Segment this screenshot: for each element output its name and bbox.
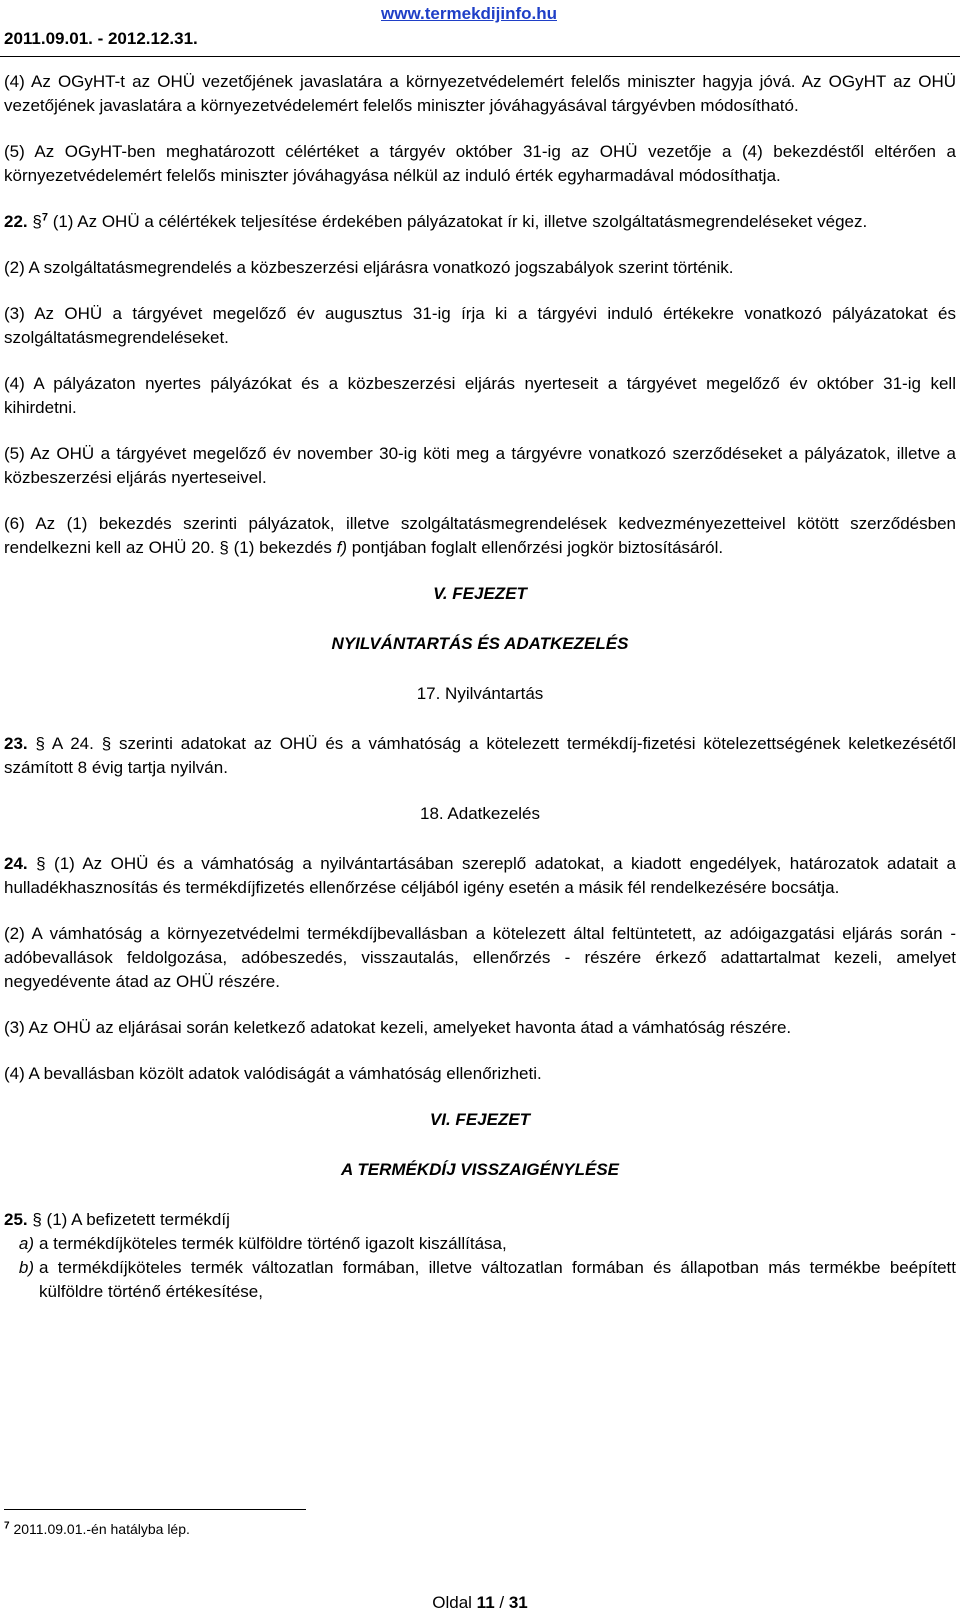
- point-b-text: a termékdíjköteles termék változatlan formában, illetve változatlan formában és állapotban más termékbe beépített külföldre történő értékesítése,: [39, 1258, 956, 1301]
- section-24-paragraph-1: [4, 852, 956, 900]
- subsection-17-heading: 17. Nyilvántartás: [416, 684, 544, 703]
- footnote-7: [4, 1520, 190, 1538]
- section-22-paragraph-1: [4, 210, 956, 234]
- paragraph-20-4: (4) Az OGyHT-t az OHÜ vezetőjének javaslatára a környezetvédelemért felelős miniszter hagyja jóvá. Az OGyHT az OHÜ vezetőjének javaslatára a környezetvédelemért felelős miniszter jóváhagyásával tárgyévben módosítható.: [4, 72, 956, 115]
- point-a-marker: a): [18, 1234, 34, 1253]
- section-24-1-text: § (1) Az OHÜ és a vámhatóság a nyilvántartásában szereplő adatokat, a kiadott engedélyek, határozatok adatait a hulladékhasznosítás és termékdíjfizetés ellenőrzése céljából igény esetén a másik fél rendelkezésére bocsátja.: [4, 854, 956, 897]
- document-body: [4, 70, 956, 1304]
- section-24-number: 24.: [4, 854, 28, 873]
- chapter-6-heading: VI. FEJEZET: [429, 1110, 531, 1129]
- section-23-paragraph: [4, 732, 956, 780]
- point-b-marker: b): [18, 1258, 34, 1277]
- footnote-text: 2011.09.01.-én hatályba lép.: [9, 1521, 190, 1537]
- page-separator: /: [494, 1593, 509, 1612]
- footnote-ref-7[interactable]: 7: [41, 211, 48, 224]
- paragraph-20-5: (5) Az OGyHT-ben meghatározott célértéket a tárgyév október 31-ig az OHÜ vezetője a (4) bekezdéstől eltérően a környezetvédelemért felelős miniszter jóváhagyása nélkül az induló érték egyharmadával módosíthatja.: [4, 142, 956, 185]
- section-25-paragraph-1: [4, 1208, 956, 1232]
- section-22-paragraph-3: (3) Az OHÜ a tárgyévet megelőző év augusztus 31-ig írja ki a tárgyévi induló értékekre vonatkozó pályázatokat és szolgáltatásmegrendeléseket.: [4, 304, 956, 347]
- section-24-paragraph-4: (4) A bevallásban közölt adatok valódiságát a vámhatóság ellenőrizheti.: [4, 1064, 542, 1083]
- section-25-1-text: § (1) A befizetett termékdíj: [27, 1210, 230, 1229]
- section-23-text: § A 24. § szerinti adatokat az OHÜ és a vámhatóság a kötelezett termékdíj-fizetési kötelezettségének keletkezésétől számított 8 évig tartja nyilván.: [4, 734, 956, 777]
- footnote-divider: [4, 1509, 306, 1510]
- section-22-paragraph-5: (5) Az OHÜ a tárgyévet megelőző év november 30-ig köti meg a tárgyévre vonatkozó szerződéseket a pályázatok, illetve a közbeszerzési eljárás nyerteseivel.: [4, 444, 956, 487]
- header-divider: [0, 56, 960, 57]
- section-25-number: 25.: [4, 1210, 28, 1229]
- header-date-range: 2011.09.01. - 2012.12.31.: [4, 29, 198, 48]
- list-item: [4, 1232, 956, 1256]
- section-22-6-point-f: f): [336, 538, 347, 557]
- chapter-5-title: NYILVÁNTARTÁS ÉS ADATKEZELÉS: [331, 634, 629, 653]
- section-24-paragraph-2: (2) A vámhatóság a környezetvédelmi termékdíjbevallásban a kötelezett által feltüntetett, az adóigazgatási eljárás során - adóbevallások feldolgozása, adóbeszedés, visszautalás, ellenőrzés - részére érkező adattartalmat kezeli, amelyet negyedévente átad az OHÜ részére.: [4, 924, 956, 991]
- list-item: [4, 1256, 956, 1304]
- section-22-paragraph-6: [4, 512, 956, 560]
- section-24-paragraph-3: (3) Az OHÜ az eljárásai során keletkező adatokat kezeli, amelyeket havonta átad a vámhatóság részére.: [4, 1018, 792, 1037]
- section-22-1-text: (1) Az OHÜ a célértékek teljesítése érdekében pályázatokat ír ki, illetve szolgáltatásmegrendeléseket végez.: [47, 212, 868, 231]
- subsection-18-heading: 18. Adatkezelés: [419, 804, 541, 823]
- section-22-number: 22.: [4, 212, 28, 231]
- chapter-5-heading: V. FEJEZET: [433, 584, 527, 603]
- section-22-6-text-c: pontjában foglalt ellenőrzési jogkör biztosításáról.: [347, 538, 724, 557]
- section-25-points-list: [4, 1232, 956, 1304]
- current-page-number: 11: [476, 1593, 495, 1612]
- page-label: Oldal: [432, 1593, 477, 1612]
- section-22-6-text-a: (6) Az (1) bekezdés szerinti pályázatok, illetve szolgáltatásmegrendelések kedvezményezetteivel kötött szerződésben rendelkezni kell az OHÜ 20. § (1) bekezdés: [4, 514, 956, 557]
- section-22-paragraph-2: (2) A szolgáltatásmegrendelés a közbeszerzési eljárásra vonatkozó jogszabályok szerint történik.: [4, 258, 734, 277]
- section-symbol: §: [32, 212, 42, 231]
- page-number-footer: [0, 1592, 960, 1614]
- total-pages: 31: [508, 1593, 528, 1612]
- header-website-link[interactable]: www.termekdijinfo.hu: [381, 4, 557, 23]
- footnote-mark: 7: [4, 1520, 10, 1532]
- chapter-6-title: A TERMÉKDÍJ VISSZAIGÉNYLÉSE: [340, 1160, 620, 1179]
- point-a-text: a termékdíjköteles termék külföldre történő igazolt kiszállítása,: [39, 1234, 507, 1253]
- section-23-number: 23.: [4, 734, 28, 753]
- section-22-paragraph-4: (4) A pályázaton nyertes pályázókat és a közbeszerzési eljárás nyerteseit a tárgyévet megelőző év október 31-ig kell kihirdetni.: [4, 374, 956, 417]
